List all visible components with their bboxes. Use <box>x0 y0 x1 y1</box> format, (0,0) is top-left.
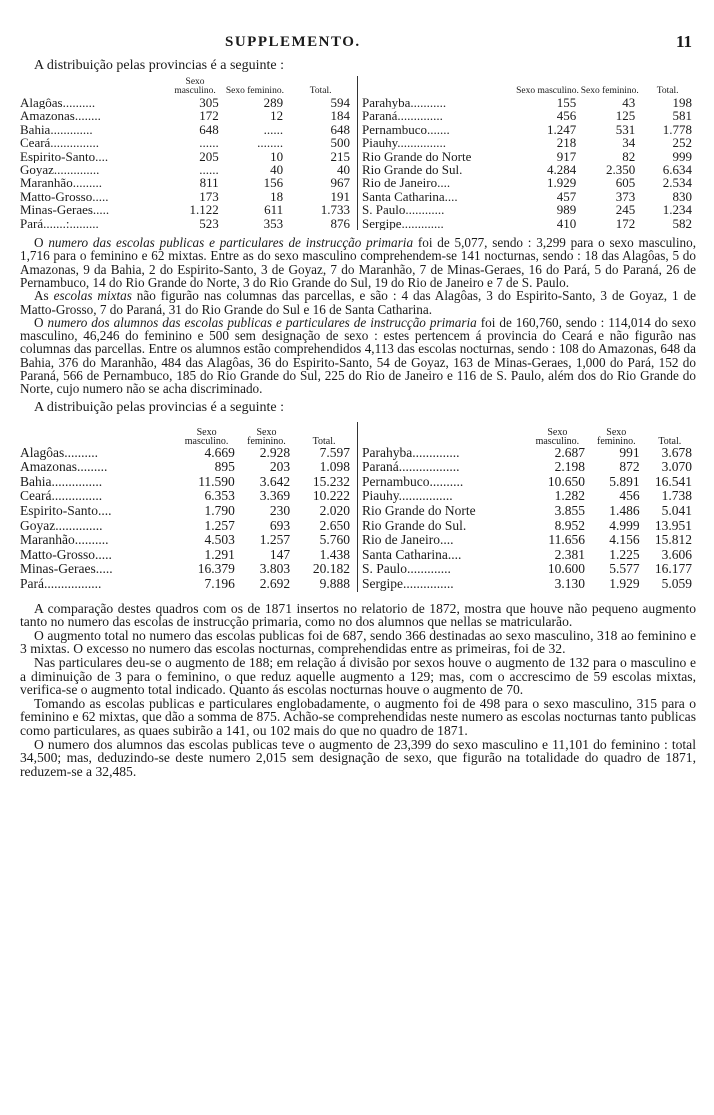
fem-value: 4.999 <box>609 517 640 533</box>
total-value: 2.650 <box>319 517 350 533</box>
province-name: Rio Grande do Norte <box>362 149 472 164</box>
fem-value: 40 <box>270 162 284 178</box>
fem-value: 156 <box>263 175 284 191</box>
total-value: 648 <box>330 121 350 137</box>
masc-value: 4.284 <box>547 162 577 178</box>
masc-value: 811 <box>199 175 219 191</box>
table-row <box>20 504 354 519</box>
table-row <box>20 562 354 577</box>
masc-value: 1.247 <box>547 121 577 137</box>
table-row <box>20 489 354 504</box>
table-row <box>362 109 696 122</box>
province-name: Matto-Grosso..... <box>20 547 112 562</box>
table-row <box>362 460 696 475</box>
table-row <box>362 446 696 461</box>
fem-value: 203 <box>269 459 291 475</box>
fem-value: 245 <box>615 202 636 218</box>
total-value: 5.041 <box>661 503 692 518</box>
table-row <box>20 217 354 230</box>
total-value: 16.541 <box>654 473 692 489</box>
total-value: 3.070 <box>661 459 692 475</box>
total-value: 40 <box>337 162 350 178</box>
province-name: Minas-Geraes..... <box>20 562 113 577</box>
students-table-left <box>20 422 358 592</box>
fem-value: 1.257 <box>259 532 291 548</box>
fem-value: 43 <box>622 95 636 110</box>
table-row <box>20 136 354 149</box>
col-header-fem: Sexo feminino. <box>225 86 284 96</box>
fem-value: 125 <box>615 108 636 124</box>
paragraph-private-increase: Nas particulares deu-se o augmento de 188; em relação á divisão por sexos houve o augmento de 132 para o masculino e a diminuição de 3 para o feminino, o que reduz aquelle augmento a 129; mas, com o accrescimo de 59 escolas mixtas, verifica-se o augmento total indicado. Quanto ás escolas nocturnas houve o augmento de 70. <box>20 654 696 698</box>
total-value: 3.606 <box>661 546 692 562</box>
page-number: 11 <box>675 32 692 51</box>
table-row <box>362 533 696 548</box>
masc-value: ...... <box>199 135 219 151</box>
masc-value: 4.669 <box>204 444 235 460</box>
masc-value: 3.130 <box>554 575 586 591</box>
fem-value: 4.156 <box>609 532 640 548</box>
fem-value: 3.369 <box>259 488 291 504</box>
total-value: 1.778 <box>662 121 692 137</box>
masc-value: 2.198 <box>554 459 586 475</box>
fem-value: 531 <box>615 121 636 137</box>
fem-value: 230 <box>269 503 291 518</box>
table-row <box>20 190 354 203</box>
total-value: 20.182 <box>312 561 350 577</box>
total-value: 13.951 <box>654 517 692 533</box>
students-table-right <box>358 422 696 592</box>
province-name: Rio de Janeiro.... <box>362 176 451 190</box>
total-value: 3.678 <box>661 444 692 460</box>
total-value: 1.733 <box>320 202 350 218</box>
province-name: Parahyba.............. <box>362 445 460 460</box>
fem-value: 34 <box>622 135 636 151</box>
table-row <box>362 123 696 136</box>
masc-value: 3.855 <box>554 503 586 518</box>
province-name: S. Paulo............. <box>362 562 451 577</box>
masc-value: 1.282 <box>554 488 586 504</box>
fem-value: 872 <box>619 459 640 475</box>
table-row <box>362 562 696 577</box>
table-row <box>20 109 354 122</box>
page-header <box>20 30 696 56</box>
table-row <box>362 176 696 189</box>
fem-value: 2.692 <box>259 575 291 591</box>
total-value: 198 <box>672 95 692 110</box>
masc-value: 410 <box>556 215 577 231</box>
table-row <box>362 136 696 149</box>
masc-value: ...... <box>199 162 219 178</box>
fem-value: 611 <box>264 202 284 218</box>
province-name: Maranhão.......... <box>20 533 109 548</box>
table-row <box>362 203 696 216</box>
masc-value: 1.122 <box>189 202 219 218</box>
table-row <box>362 489 696 504</box>
table-row <box>20 533 354 548</box>
fem-value: 1.486 <box>609 503 640 518</box>
province-name: Ceará............... <box>20 489 103 504</box>
col-header-total: Total. <box>658 435 682 447</box>
total-value: 15.812 <box>654 532 692 548</box>
schools-table-left <box>20 76 358 230</box>
fem-value: 289 <box>263 95 284 110</box>
masc-value: 457 <box>556 188 577 204</box>
table-row <box>362 519 696 534</box>
fem-value: 693 <box>269 517 291 533</box>
masc-value: 648 <box>199 121 219 137</box>
page <box>20 30 696 778</box>
students-table <box>20 422 696 592</box>
intro-schools: A distribuição pelas provincias é a seguinte : <box>34 58 284 73</box>
table-row <box>20 176 354 189</box>
total-value: 5.760 <box>319 532 350 548</box>
table-row <box>362 548 696 563</box>
masc-value: 895 <box>214 459 235 475</box>
col-header-masc: Sexo masculino. <box>174 77 216 96</box>
col-header-masc: Sexo masculino. <box>535 426 580 447</box>
province-name: Pernambuco.......... <box>362 474 464 489</box>
masc-value: 1.257 <box>204 517 235 533</box>
table-row <box>362 475 696 490</box>
total-value: 252 <box>672 135 692 151</box>
fem-value: 2.350 <box>605 162 636 178</box>
table-row <box>20 475 354 490</box>
page-title: SUPPLEMENTO. <box>225 34 361 50</box>
table-row <box>20 150 354 163</box>
total-value: 582 <box>672 215 692 231</box>
total-value: 9.888 <box>319 575 350 591</box>
total-value: 191 <box>330 188 350 204</box>
province-name: Maranhão......... <box>20 176 102 190</box>
province-name: Bahia............. <box>20 122 93 137</box>
province-name: Espirito-Santo.... <box>20 149 109 164</box>
table-row <box>362 163 696 176</box>
total-value: 6.634 <box>662 162 692 178</box>
fem-value: 5.891 <box>609 473 640 489</box>
total-value: 830 <box>672 188 692 204</box>
masc-value: 989 <box>556 202 577 218</box>
masc-value: 7.196 <box>204 575 235 591</box>
total-value: 594 <box>330 95 350 110</box>
masc-value: 8.952 <box>554 517 586 533</box>
total-value: 1.738 <box>661 488 692 504</box>
masc-value: 11.656 <box>548 532 586 548</box>
fem-value: 991 <box>619 444 640 460</box>
schools-table <box>20 76 696 230</box>
col-header-total: Total. <box>309 86 332 96</box>
masc-value: 456 <box>556 108 577 124</box>
province-name: Santa Catharina.... <box>362 189 458 204</box>
fem-value: 5.577 <box>609 561 640 577</box>
province-name: Matto-Grosso..... <box>20 189 109 204</box>
province-name: Rio Grande do Sul. <box>362 518 467 533</box>
table-row <box>20 577 354 592</box>
masc-value: 1.929 <box>547 175 577 191</box>
total-value: 876 <box>330 215 350 231</box>
fem-value: 10 <box>270 148 284 164</box>
masc-value: 917 <box>556 148 577 164</box>
province-name: Santa Catharina.... <box>362 547 462 562</box>
table-row <box>20 203 354 216</box>
paragraph-students-count: O numero dos alumnos das escolas publicas e particulares de instrucção primaria foi de 160,760, sendo : 114,014 do sexo masculino, 46,246 do feminino e 500 sem designação de sexo : estes pertencem á provincia do Ceará e não figurão nas columnas das parcellas. Entre os alumnos estão comprehendidos 4,113 das escolas nocturnas, sendo : 108 do Amazonas, 648 da Bahia, 376 do Maranhão, 484 das Alagôas, 36 do Espirito-Santo, 54 de Goyaz, 163 de Minas-Geraes, 1,000 do Pará, 152 do Paraná, 566 de Pernambuco, 185 do Rio Grande do Sul, 225 do Rio de Janeiro e 116 de S. Paulo, além dos do Rio Grande do Norte, cujo numero não se acha discriminado. <box>20 314 696 397</box>
province-name: Rio de Janeiro.... <box>362 533 454 548</box>
fem-value: 18 <box>270 188 284 204</box>
table-row <box>20 96 354 109</box>
province-name: Paraná.............. <box>362 109 443 123</box>
masc-value: 218 <box>556 135 577 151</box>
col-header-fem: Sexo feminino. <box>596 426 636 447</box>
masc-value: 205 <box>199 148 219 164</box>
province-name: Pará.......:......... <box>20 216 99 231</box>
province-name: Amazonas......... <box>20 460 108 475</box>
paragraph-students-increase: O numero dos alumnos das escolas publicas teve o augmento de 23,399 do sexo masculino e 11,101 do feminino : total 34,500; mas, deduzindo-se deste numero 2,015 sem designação de sexo, que figurão na totalidade do quadro de 1871, reduzem-se a 32,485. <box>20 736 696 779</box>
total-value: 500 <box>330 135 350 151</box>
fem-value: 605 <box>615 175 636 191</box>
province-name: Piauhy................ <box>362 489 453 504</box>
total-value: 215 <box>330 148 350 164</box>
total-value: 5.059 <box>661 575 692 591</box>
col-header-masc: Sexo masculino. <box>184 426 229 447</box>
province-name: Pernambuco....... <box>362 122 450 137</box>
province-name: Alagôas.......... <box>20 96 96 110</box>
total-value: 16.177 <box>654 561 692 577</box>
masc-value: 4.503 <box>204 532 235 548</box>
masc-value: 172 <box>199 108 219 124</box>
table-row <box>362 217 696 230</box>
province-name: Rio Grande do Sul. <box>362 163 463 177</box>
fem-value: 373 <box>615 188 636 204</box>
province-name: Espirito-Santo.... <box>20 504 112 518</box>
col-header-total: Total. <box>656 86 679 96</box>
table-row <box>362 96 696 109</box>
province-name: Parahyba........... <box>362 96 447 110</box>
total-value: 2.534 <box>662 175 692 191</box>
province-name: Goyaz.............. <box>20 518 103 533</box>
fem-value: 3.642 <box>259 473 291 489</box>
schools-table-right <box>358 76 696 230</box>
province-name: Rio Grande do Norte <box>362 504 476 518</box>
masc-value: 2.687 <box>554 444 586 460</box>
paragraph-combined-increase: Tomando as escolas publicas e particulares englobadamente, o augmento foi de 498 para o sexo masculino, 315 para o feminino e 62 mixtas, que dão a somma de 875. Achão-se comprehendidas neste numero as escolas nocturnas tanto publicas como particulares, as quaes subirão a 141, ou 102 mais do que no quadro de 1871. <box>20 695 696 738</box>
province-name: Amazonas........ <box>20 109 101 123</box>
col-header-masc: Sexo masculino. <box>516 86 579 96</box>
masc-value: 523 <box>199 215 219 231</box>
masc-value: 11.590 <box>198 473 235 489</box>
table-row <box>20 163 354 176</box>
total-value: 184 <box>330 108 350 124</box>
total-value: 1.234 <box>662 202 692 218</box>
fem-value: 82 <box>622 148 636 164</box>
fem-value: 1.225 <box>609 546 640 562</box>
province-name: S. Paulo............ <box>362 203 445 217</box>
table-row <box>362 190 696 203</box>
province-name: Piauhy............... <box>362 136 447 150</box>
masc-value: 1.291 <box>204 546 235 562</box>
total-value: 15.232 <box>312 473 350 489</box>
fem-value: ...... <box>263 121 284 137</box>
paragraph-mixed-schools: As escolas mixtas não figurão nas columnas das parcellas, e são : 4 das Alagôas, 3 do Espirito-Santo, 3 de Goyaz, 1 de Matto-Grosso, 7 do Paraná, 31 do Rio Grande do Sul e 16 de Santa Catharina. <box>20 288 697 317</box>
fem-value: 3.803 <box>259 561 291 577</box>
table-row <box>362 577 696 592</box>
paragraph-schools-count: O numero das escolas publicas e particulares de instrucção primaria foi de 5,077, sendo : 3,299 para o sexo masculino, 1,716 para o feminino e 62 mixtas. Entre as do sexo masculino comprehendem-se 141 nocturnas, sendo : 18 das Alagôas, 5 do Amazonas, 9 da Bahia, 2 do Espirito-Santo, 3 de Goyaz, 7 do Maranhão, 7 de Minas-Geraes, 16 do Pará, 5 do Paraná, 26 de Pernambuco, 14 do Rio Grande do Norte, 3 do Rio Grande do Sul, 19 do Rio de Janeiro e 7 de S. Paulo. <box>20 235 696 290</box>
total-value: 581 <box>672 108 692 124</box>
fem-value: 12 <box>270 108 284 124</box>
province-name: Paraná.................. <box>362 460 460 475</box>
province-name: Goyaz.............. <box>20 163 100 177</box>
col-header-fem: Sexo feminino. <box>247 426 286 447</box>
masc-value: 16.379 <box>197 561 235 577</box>
province-name: Sergipe............. <box>362 216 444 231</box>
masc-value: 155 <box>556 95 577 110</box>
province-name: Sergipe............... <box>362 576 454 591</box>
intro-students: A distribuição pelas provincias é a seguinte : <box>34 399 284 415</box>
col-header-fem: Sexo feminino. <box>580 86 639 96</box>
total-value: 1.438 <box>319 546 350 562</box>
masc-value: 305 <box>199 95 219 110</box>
paragraph-comparison: A comparação destes quadros com os de 1871 insertos no relatorio de 1872, mostra que houve não pequeno augmento tanto no numero das escolas de instrucção primaria, como no dos alumnos que nellas se matricularão. <box>20 600 696 630</box>
masc-value: 10.650 <box>547 473 586 489</box>
province-name: Pará................. <box>20 576 102 591</box>
total-value: 967 <box>330 175 350 191</box>
table-row <box>362 150 696 163</box>
masc-value: 1.790 <box>204 503 235 518</box>
fem-value: 456 <box>619 488 640 504</box>
fem-value: ........ <box>257 135 284 151</box>
fem-value: 353 <box>263 215 284 231</box>
province-name: Minas-Geraes..... <box>20 203 110 217</box>
table-row <box>20 460 354 475</box>
table-row <box>20 446 354 461</box>
total-value: 10.222 <box>312 488 350 504</box>
province-name: Ceará............... <box>20 136 100 150</box>
province-name: Alagôas.......... <box>20 445 98 460</box>
masc-value: 2.381 <box>554 546 586 562</box>
table-row <box>362 504 696 519</box>
total-value: 999 <box>672 148 692 164</box>
fem-value: 1.929 <box>609 575 640 591</box>
masc-value: 10.600 <box>547 561 586 577</box>
fem-value: 2.928 <box>259 444 291 460</box>
table-row <box>20 548 354 563</box>
table-row <box>20 519 354 534</box>
masc-value: 6.353 <box>204 488 235 504</box>
table-row <box>20 123 354 136</box>
total-value: 7.597 <box>319 444 350 460</box>
total-value: 2.020 <box>319 503 350 518</box>
fem-value: 172 <box>615 215 636 231</box>
col-header-total: Total. <box>312 435 336 447</box>
fem-value: 147 <box>269 546 291 562</box>
total-value: 1.098 <box>319 459 350 475</box>
paragraph-public-increase: O augmento total no numero das escolas publicas foi de 687, sendo 366 destinadas ao sexo masculino, 318 ao feminino e 3 mixtas. O excesso no numero das escolas nocturnas, comprehendidas entre as primeiras, foi de 32. <box>20 627 696 657</box>
province-name: Bahia............... <box>20 474 103 489</box>
masc-value: 173 <box>199 188 219 204</box>
